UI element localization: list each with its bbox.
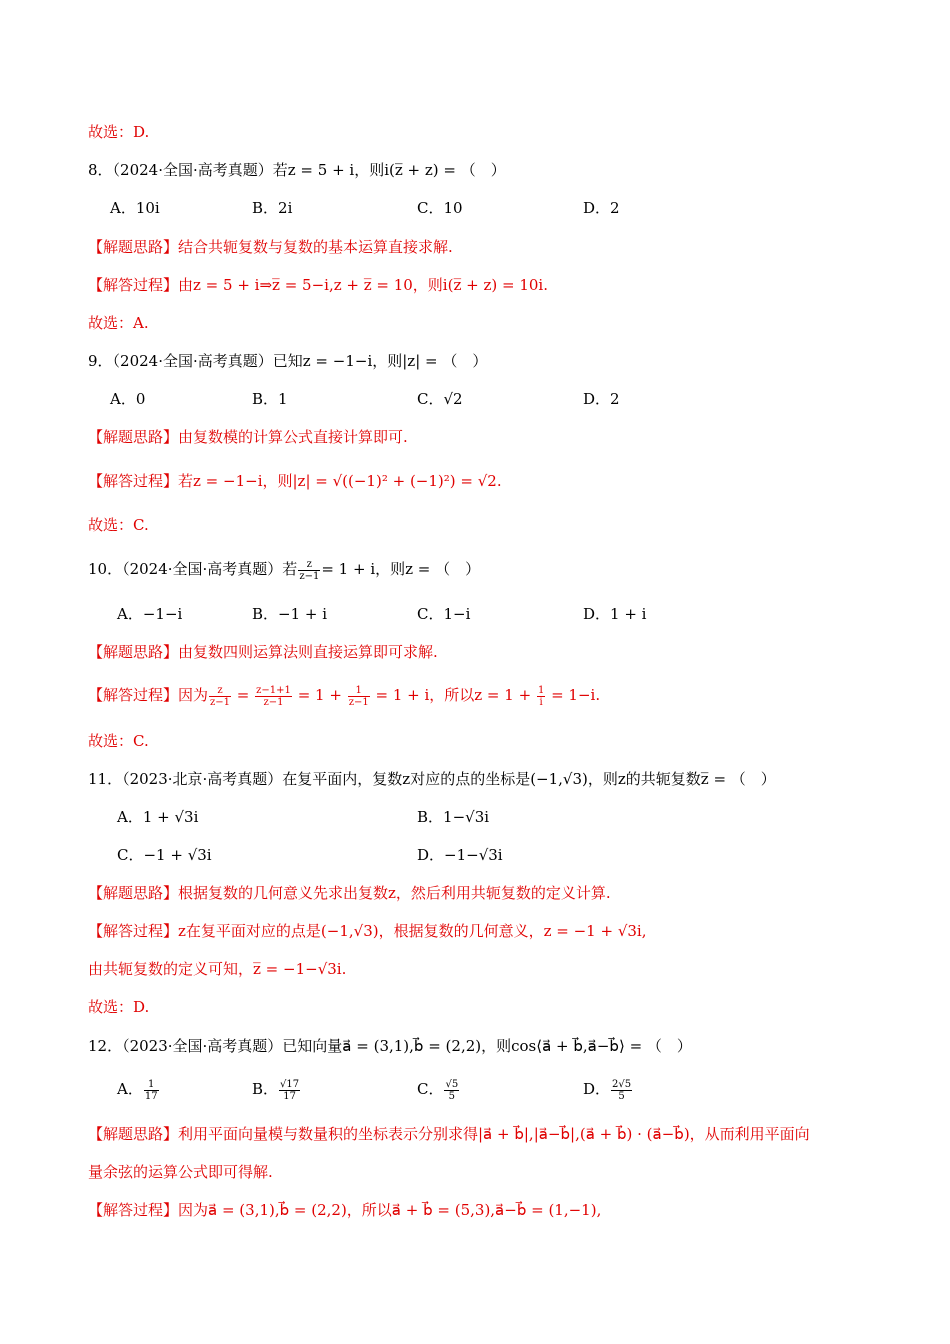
q10-option-b: B．−1 + i (252, 605, 328, 623)
q12-option-d-label: D． (583, 1080, 611, 1098)
q12-option-d-num: 2√5 (612, 1078, 632, 1090)
q12-idea-1: 【解题思路】利用平面向量模与数量积的坐标表示分别求得|a⃗ + b⃗|,|a⃗−b⃗|,(a⃗ + b⃗) · (a⃗−b⃗)，从而利用平面向 (88, 1125, 810, 1143)
q8-option-c: C．10 (417, 199, 463, 217)
q10-frac-3 (348, 685, 370, 708)
q9-process: 【解答过程】若z = −1−i，则|z| = √((−1)² + (−1)²) = √2. (88, 472, 502, 490)
q11-process-1: 【解答过程】z在复平面对应的点是(−1,√3)，根据复数的几何意义，z = −1 + √3i, (88, 922, 647, 940)
q10-answer: 故选：C. (88, 732, 149, 750)
q8-option-b: B．2i (252, 199, 293, 217)
q8-idea: 【解题思路】结合共轭复数与复数的基本运算直接求解. (88, 238, 453, 256)
q7-answer: 故选：D. (88, 123, 150, 141)
q11-idea: 【解题思路】根据复数的几何意义先求出复数z，然后利用共轭复数的定义计算. (88, 884, 611, 902)
q12-option-a-label: A． (117, 1080, 143, 1098)
q10-stem-fraction (298, 559, 320, 582)
q12-option-d-den: 5 (618, 1090, 625, 1102)
q10-process-mid2: = 1 + i，所以z = 1 + (375, 686, 532, 704)
q12-option-b-label: B． (252, 1080, 279, 1098)
q10-stem-frac-den: z−1 (299, 570, 320, 582)
q10-stem (88, 558, 480, 582)
q10-stem-prefix: 10．（2024·全国·高考真题）若 (88, 560, 298, 578)
q12-option-c-label: C． (417, 1080, 444, 1098)
q8-option-d: D．2 (583, 199, 620, 217)
q10-frac-1 (209, 685, 231, 708)
q12-option-c-num: √5 (445, 1078, 459, 1090)
q12-option-b-den: 17 (283, 1090, 296, 1102)
q8-stem: 8．（2024·全国·高考真题）若z = 5 + i，则i(z̅ + z) = （ ） (88, 161, 506, 179)
q12-option-c-den: 5 (448, 1090, 456, 1102)
q9-stem: 9．（2024·全国·高考真题）已知z = −1−i，则|z| = （ ） (88, 352, 488, 370)
q10-frac-1-num: z (209, 685, 231, 697)
q11-answer: 故选：D. (88, 998, 150, 1016)
q10-stem-frac-num: z (298, 559, 320, 571)
q10-frac-3-num: 1 (348, 685, 370, 697)
q12-option-a-den: 17 (144, 1090, 158, 1102)
q10-frac-4 (537, 685, 545, 708)
q11-option-d: D．−1−√3i (417, 846, 503, 864)
q10-frac-3-den: z−1 (348, 696, 369, 708)
q10-option-c: C．1−i (417, 605, 471, 623)
q12-idea-2: 量余弦的运算公式即可得解. (88, 1163, 273, 1181)
q12-option-a-num: 1 (144, 1079, 159, 1091)
q11-option-a: A．1 + √3i (117, 808, 199, 826)
q11-option-b: B．1−√3i (417, 808, 490, 826)
q12-option-c (417, 1078, 460, 1102)
q12-option-a (117, 1078, 160, 1102)
q8-option-a: A．10i (110, 199, 160, 217)
q12-option-b-frac (279, 1079, 300, 1102)
q10-frac-1-den: z−1 (210, 696, 231, 708)
q12-option-c-frac (444, 1079, 459, 1102)
q10-stem-suffix: = 1 + i，则z = （ ） (321, 560, 481, 578)
q10-option-a: A．−1−i (117, 605, 183, 623)
q12-option-d (583, 1078, 633, 1102)
q9-option-d: D．2 (583, 390, 620, 408)
q11-option-c: C．−1 + √3i (117, 846, 212, 864)
q10-process-prefix: 【解答过程】因为 (88, 686, 209, 704)
q11-stem: 11．（2023·北京·高考真题）在复平面内，复数z对应的点的坐标是(−1,√3)，则z的共轭复数z̅ = （ ） (88, 770, 776, 788)
q10-frac-2-num: z−1+1 (256, 684, 291, 696)
q10-process: 【解答过程】因为 $\frac{z}{z-1}$ = $\frac{z-1+1}{z-1}$ = 1 + $\frac{1}{z-1}$ = 1 + i，所以z = 1 + $\frac{1}{i}$ = 1−i. (88, 684, 601, 708)
q11-process-2: 由共轭复数的定义可知，z̅ = −1−√3i. (88, 960, 347, 978)
q12-option-d-frac (611, 1079, 632, 1102)
q10-frac-4-num: 1 (537, 684, 545, 696)
q10-process-mid: = 1 + (297, 686, 342, 704)
q9-idea: 【解题思路】由复数模的计算公式直接计算即可. (88, 428, 408, 446)
q12-process: 【解答过程】因为a⃗ = (3,1),b⃗ = (2,2)，所以a⃗ + b⃗ = (5,3),a⃗−b⃗ = (1,−1), (88, 1201, 602, 1219)
q12-option-b-num: √17 (280, 1078, 300, 1090)
q10-frac-2 (255, 685, 292, 708)
q9-answer: 故选：C. (88, 516, 149, 534)
q8-answer: 故选：A. (88, 314, 149, 332)
q9-option-c: C．√2 (417, 390, 463, 408)
q12-option-a-frac (144, 1079, 159, 1102)
q12-option-b (252, 1078, 301, 1102)
q12-stem: 12．（2023·全国·高考真题）已知向量a⃗ = (3,1),b⃗ = (2,2)，则cos⟨a⃗ + b⃗,a⃗−b⃗⟩ = （ ） (88, 1037, 692, 1055)
q10-idea: 【解题思路】由复数四则运算法则直接运算即可求解. (88, 643, 438, 661)
q8-process: 【解答过程】由z = 5 + i⇒z̅ = 5−i,z + z̅ = 10，则i(z̅ + z) = 10i. (88, 276, 548, 294)
q10-frac-4-den: i (539, 696, 543, 708)
q9-option-a: A．0 (110, 390, 146, 408)
q9-option-b: B．1 (252, 390, 288, 408)
q10-option-d: D．1 + i (583, 605, 647, 623)
q10-frac-2-den: z−1 (263, 696, 284, 708)
q10-process-tail: = 1−i. (551, 686, 601, 704)
